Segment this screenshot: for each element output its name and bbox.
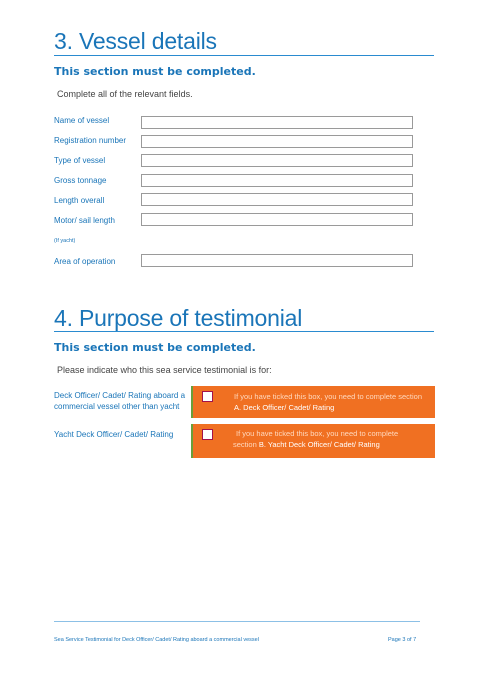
length-overall-field[interactable] — [141, 193, 413, 206]
option-deck-officer-note-line2: A. Deck Officer/ Cadet/ Rating — [234, 403, 335, 412]
option-deck-officer-label-line1: Deck Officer/ Cadet/ Rating aboard a — [54, 391, 186, 400]
section-4-intro: Please indicate who this sea service testimonial is for: — [57, 365, 272, 375]
name-of-vessel-label: Name of vessel — [54, 116, 110, 125]
type-of-vessel-field[interactable] — [141, 154, 413, 167]
section-4-rule — [54, 331, 434, 332]
section-3-heading: 3. Vessel details — [54, 28, 217, 54]
option-deck-officer-label-line2: commercial vessel other than yacht — [54, 402, 180, 411]
gross-tonnage-label: Gross tonnage — [54, 176, 107, 185]
footer-rule — [54, 621, 420, 622]
area-of-operation-label: Area of operation — [54, 257, 116, 266]
option-yacht-note-line2-prefix: section — [233, 440, 259, 449]
section-3-intro: Complete all of the relevant fields. — [57, 89, 193, 99]
name-of-vessel-field[interactable] — [141, 116, 413, 129]
gross-tonnage-field[interactable] — [141, 174, 413, 187]
option-deck-officer-label — [54, 390, 185, 412]
section-3-rule — [54, 55, 434, 56]
option-deck-officer-checkbox[interactable] — [202, 391, 213, 402]
motor-sail-length-field[interactable] — [141, 213, 413, 226]
option-deck-officer-note-line1: If you have ticked this box, you need to complete section — [234, 392, 423, 401]
option-yacht-note-line2-bold: B. Yacht Deck Officer/ Cadet/ Rating — [258, 440, 380, 449]
registration-number-field[interactable] — [141, 135, 413, 148]
if-yacht-note: (If yacht) — [54, 238, 76, 244]
option-yacht-checkbox[interactable] — [202, 429, 213, 440]
section-4-must-complete: This section must be completed. — [54, 341, 256, 354]
type-of-vessel-label: Type of vessel — [54, 156, 106, 165]
footer-page-number: Page 3 of 7 — [388, 637, 417, 643]
option-deck-officer-note — [234, 391, 422, 413]
section-3-must-complete: This section must be completed. — [54, 65, 256, 78]
option-yacht-note — [233, 428, 398, 450]
option-yacht-label: Yacht Deck Officer/ Cadet/ Rating — [54, 430, 174, 439]
length-overall-label: Length overall — [54, 196, 105, 205]
option-yacht-note-line1: If you have ticked this box, you need to complete — [236, 429, 399, 438]
motor-sail-length-label: Motor/ sail length — [54, 216, 115, 225]
footer-document-title: Sea Service Testimonial for Deck Officer/ Cadet/ Rating aboard a commercial vessel — [54, 637, 259, 643]
section-4-heading: 4. Purpose of testimonial — [54, 305, 303, 331]
area-of-operation-field[interactable] — [141, 254, 413, 267]
registration-number-label: Registration number — [54, 136, 127, 145]
